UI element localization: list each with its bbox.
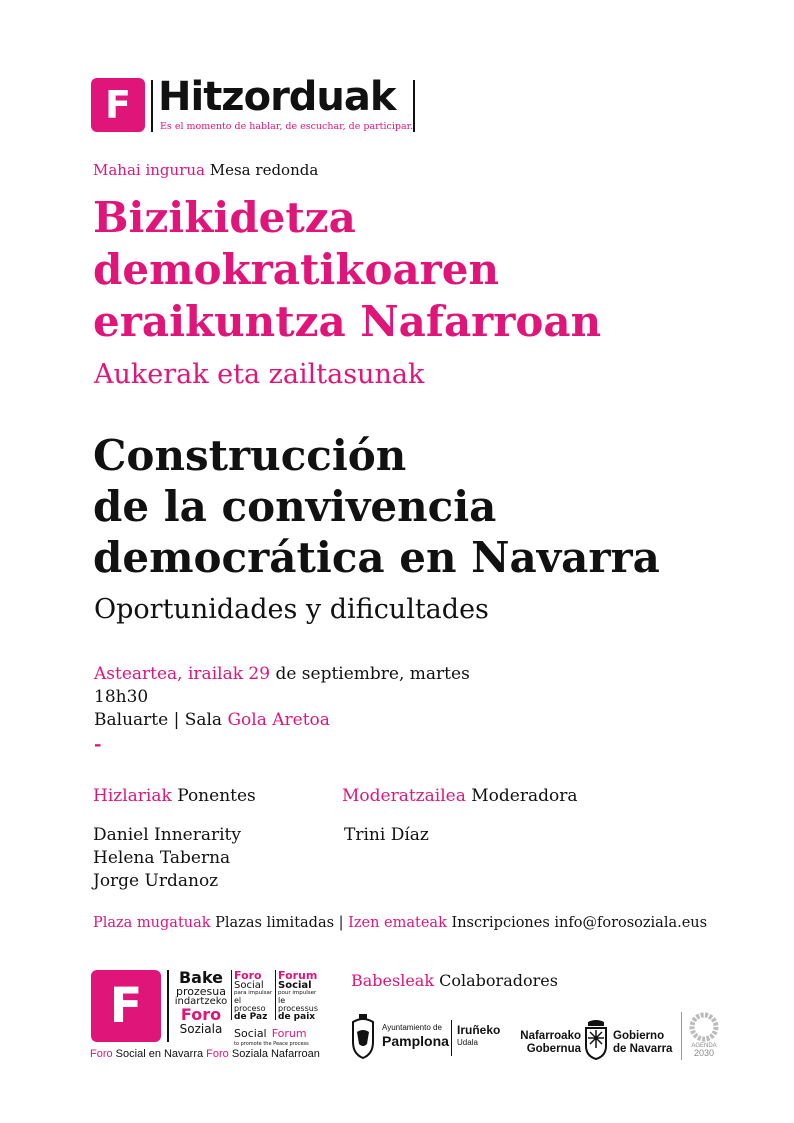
foro-col-es <box>234 970 274 1022</box>
pamplona-logo <box>382 1024 449 1048</box>
moderator-label-es: Moderadora <box>465 786 578 806</box>
foro-logo-icon: F <box>91 970 161 1042</box>
logo-divider <box>681 1012 682 1060</box>
sponsor-text: Ayuntamiento de <box>382 1023 442 1032</box>
moderator-name: Trini Díaz <box>344 825 429 845</box>
agenda-2030-logo <box>687 1043 721 1058</box>
event-when <box>94 663 470 732</box>
foro-bottom <box>234 1024 309 1047</box>
speakers-list <box>93 824 241 893</box>
brand-title: Hitzorduak <box>158 74 396 120</box>
foro-word: to promote the Peace process <box>234 1041 309 1047</box>
collaborators-label-eu: Babesleak <box>351 971 435 990</box>
collaborators-label-es: Colaboradores <box>434 971 558 990</box>
logo-divider <box>231 970 232 1020</box>
foro-word: le processus <box>278 995 318 1013</box>
sponsor-text: Gobernua <box>526 1043 581 1056</box>
foro-word: pour impulser <box>278 990 317 996</box>
sponsor-text: Gobierno <box>613 1030 665 1042</box>
foro-word: Social <box>234 980 264 991</box>
foro-word: Social <box>234 1027 267 1040</box>
foro-word: de Paz <box>234 1011 268 1022</box>
speakers-label-eu: Hizlariak <box>93 786 172 806</box>
title-eu-line: demokratikoaren <box>93 245 500 294</box>
sponsor-text: Nafarroako <box>520 1030 581 1042</box>
date-eu: Asteartea, irailak 29 <box>94 664 271 684</box>
date-es: de septiembre, martes <box>270 664 470 684</box>
iruna-logo <box>457 1024 500 1047</box>
venue-room: Gola Aretoa <box>227 710 330 730</box>
signup-eu: Izen emateak <box>348 915 447 931</box>
logo-divider <box>413 80 415 132</box>
event-date <box>94 663 470 686</box>
foro-col-eu <box>172 970 230 1035</box>
title-es-line: de la convivencia <box>93 482 497 531</box>
foro-word: Social <box>278 980 312 991</box>
speakers-heading <box>93 786 256 806</box>
logo-divider <box>151 80 153 132</box>
foro-word: indartzeko <box>174 996 228 1007</box>
title-es-line: Construcción <box>93 431 407 480</box>
agenda-2030-wheel-icon <box>689 1012 719 1042</box>
foro-caption <box>90 1048 320 1060</box>
sponsor-text: Iruñeko <box>457 1023 501 1037</box>
caption-text: Soziala Nafarroan <box>228 1048 320 1060</box>
speakers-label-es: Ponentes <box>171 786 256 806</box>
moderator-heading <box>342 786 577 806</box>
navarra-eu-logo <box>513 1030 581 1056</box>
logo-divider <box>275 970 276 1020</box>
sponsor-text: AGENDA <box>691 1043 717 1049</box>
event-type-eu: Mahai ingurua <box>93 161 205 179</box>
title-eu <box>93 192 601 348</box>
title-eu-line: eraikuntza Nafarroan <box>93 297 602 346</box>
sponsor-text: de Navarra <box>613 1043 673 1056</box>
caption-foro: Foro <box>90 1048 113 1060</box>
separator: - <box>94 734 102 755</box>
caption-text: Social en Navarra <box>112 1048 207 1060</box>
foro-word: para impulsar <box>234 990 273 996</box>
logo-divider <box>451 1020 452 1056</box>
brand-tagline: Es el momento de hablar, de escuchar, de participar. <box>160 121 414 132</box>
limited-es: Plazas limitadas | <box>210 915 349 931</box>
foro-word: el proceso <box>234 995 266 1013</box>
pamplona-crest-icon <box>350 1014 376 1060</box>
moderator-label-eu: Moderatzailea <box>342 786 466 806</box>
subtitle-eu: Aukerak eta zailtasunak <box>94 359 425 390</box>
registration-info <box>93 915 707 931</box>
foro-word: Foro <box>234 969 262 982</box>
event-time: 18h30 <box>94 687 149 707</box>
navarra-crest-icon <box>584 1018 608 1060</box>
title-es <box>93 430 660 583</box>
foro-word: Bake <box>178 968 224 987</box>
foro-col-fr <box>278 970 322 1022</box>
title-eu-line: Bizikidetza <box>93 193 356 242</box>
sponsor-text: Pamplona <box>382 1033 449 1049</box>
foro-word: de paix <box>278 1011 316 1022</box>
title-es-line: democrática en Navarra <box>93 533 660 582</box>
venue-name: Baluarte | Sala <box>94 710 228 730</box>
caption-foro: Foro <box>206 1048 229 1060</box>
subtitle-es: Oportunidades y dificultades <box>94 594 489 625</box>
foro-word: prozesua <box>176 985 226 998</box>
foro-word: Foro <box>180 1005 222 1024</box>
hitzorduak-logo-icon: F <box>91 78 145 132</box>
navarra-es-logo <box>613 1030 672 1056</box>
speaker-name: Daniel Innerarity <box>93 825 241 845</box>
speaker-name: Jorge Urdanoz <box>93 871 219 891</box>
collaborators-heading <box>351 971 558 990</box>
sponsor-text: 2030 <box>693 1048 715 1058</box>
foro-word: Forum <box>271 1027 307 1040</box>
limited-eu: Plaza mugatuak <box>93 915 211 931</box>
foro-word: Forum <box>278 969 318 982</box>
event-venue <box>94 709 470 732</box>
event-type <box>93 161 318 179</box>
sponsor-text: Udala <box>457 1038 478 1047</box>
signup-es: Inscripciones info@forosoziala.eus <box>446 915 708 931</box>
foro-word: Soziala <box>179 1022 223 1036</box>
speaker-name: Helena Taberna <box>93 848 231 868</box>
event-type-es: Mesa redonda <box>209 161 319 179</box>
logo-divider <box>167 970 169 1042</box>
